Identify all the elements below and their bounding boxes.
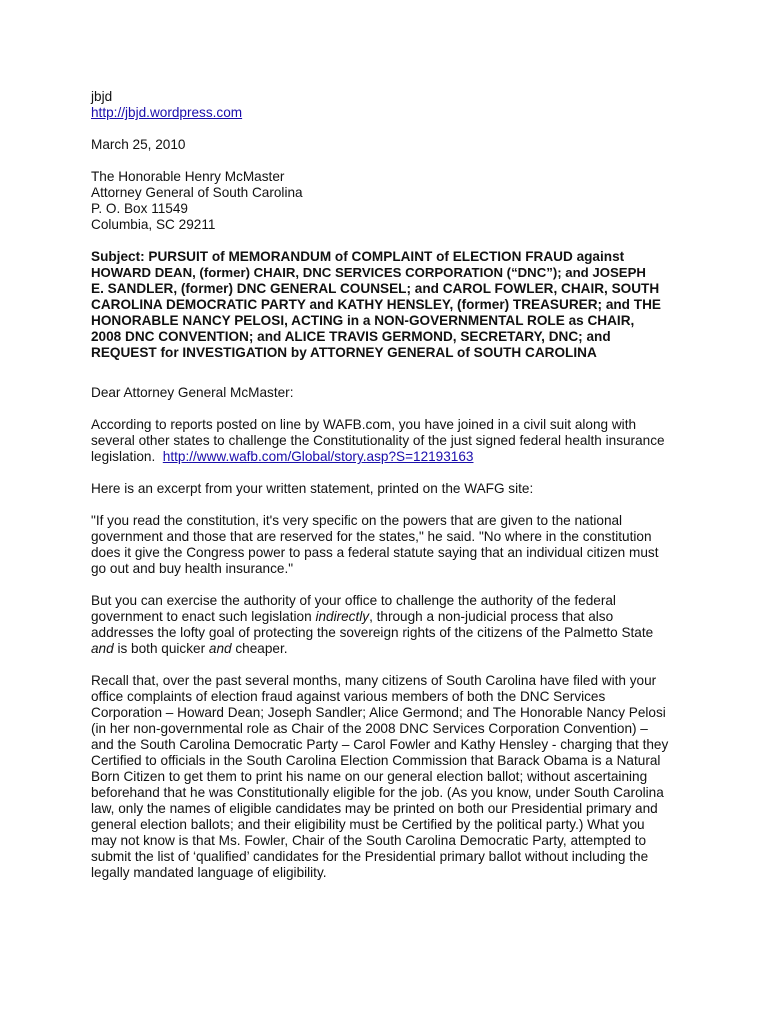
paragraph-line: submit the list of ‘qualified’ candidates for the Presidential primary ballot without including the — [91, 849, 649, 864]
author-name: jbjd — [91, 89, 113, 104]
recipient-line: Columbia, SC 29211 — [91, 217, 216, 232]
paragraph-line: beforehand that he was Constitutionally eligible for the job. (As you know, under South Carolina — [91, 785, 664, 800]
excerpt-intro: Here is an excerpt from your written statement, printed on the WAFG site: — [91, 481, 534, 496]
paragraph-line: legally mandated language of eligibility. — [91, 865, 327, 880]
subject-line: CAROLINA DEMOCRATIC PARTY and KATHY HENSLEY, (former) TREASURER; and THE — [91, 297, 661, 312]
paragraph-complaints — [91, 673, 691, 881]
recipient-address — [91, 169, 691, 233]
paragraph-line: government to enact such legislation — [91, 609, 316, 624]
quote-line: government and those that are reserved for the states," he said. "No where in the constitution — [91, 529, 652, 544]
emphasis-text: and — [91, 641, 114, 656]
subject-line: 2008 DNC CONVENTION; and ALICE TRAVIS GERMOND, SECRETARY, DNC; and — [91, 329, 611, 344]
author-url-link[interactable]: http://jbjd.wordpress.com — [91, 105, 243, 120]
recipient-line: P. O. Box 11549 — [91, 201, 188, 216]
paragraph-line: But you can exercise the authority of your office to challenge the authority of the federal — [91, 593, 616, 608]
paragraph-line: Corporation – Howard Dean; Joseph Sandler; Alice Germond; and The Honorable Nancy Pelosi — [91, 705, 666, 720]
paragraph-line: is both quicker — [113, 641, 209, 656]
paragraph-line: Born Citizen to get them to print his name on our general election ballot; without ascertaining — [91, 769, 648, 784]
quoted-statement — [91, 513, 691, 577]
paragraph-line: Recall that, over the past several months, many citizens of South Carolina have filed with your — [91, 673, 657, 688]
quote-line: does it give the Congress power to pass a federal statute saying that an individual citizen must — [91, 545, 659, 560]
quote-line: "If you read the constitution, it's very specific on the powers that are given to the national — [91, 513, 623, 528]
paragraph-line: , through a non-judicial process that also — [369, 609, 614, 624]
wafb-story-link[interactable]: http://www.wafb.com/Global/story.asp?S=12193163 — [162, 449, 474, 464]
paragraph-line: law, only the names of eligible candidates may be printed on both our Presidential primary and — [91, 801, 658, 816]
paragraph-line: cheaper. — [231, 641, 288, 656]
paragraph-line: Certified to officials in the South Carolina Election Commission that Barack Obama is a Natural — [91, 753, 661, 768]
subject-line: HOWARD DEAN, (former) CHAIR, DNC SERVICES CORPORATION (“DNC”); and JOSEPH — [91, 265, 646, 280]
emphasis-text: and — [208, 641, 232, 656]
quote-line: go out and buy health insurance." — [91, 561, 294, 576]
paragraph-line: several other states to challenge the Constitutionality of the just signed federal health insurance — [91, 433, 665, 448]
paragraph-line: may not know is that Ms. Fowler, Chair of the South Carolina Democratic Party, attempted to — [91, 833, 647, 848]
paragraph-line: (in her non-governmental role as Chair of the 2008 DNC Services Corporation Convention) – — [91, 721, 648, 736]
subject-block — [91, 249, 691, 361]
paragraph-line: According to reports posted on line by WAFB.com, you have joined in a civil suit along with — [91, 417, 637, 432]
paragraph-line: office complaints of election fraud against various members of both the DNC Services — [91, 689, 606, 704]
letter-page — [91, 89, 691, 881]
subject-line: HONORABLE NANCY PELOSI, ACTING in a NON-GOVERNMENTAL ROLE as CHAIR, — [91, 313, 635, 328]
paragraph-authority — [91, 593, 691, 657]
paragraph-line: legislation. — [91, 449, 163, 464]
letter-header — [91, 89, 691, 153]
subject-line: Subject: PURSUIT of MEMORANDUM of COMPLAINT of ELECTION FRAUD against — [91, 249, 625, 264]
paragraph-line: general election ballots; and their eligibility must be Certified by the political party.) What you — [91, 817, 645, 832]
emphasis-text: indirectly — [315, 609, 370, 624]
paragraph-civil-suit — [91, 417, 691, 465]
recipient-line: The Honorable Henry McMaster — [91, 169, 285, 184]
salutation: Dear Attorney General McMaster: — [91, 385, 294, 400]
subject-line: REQUEST for INVESTIGATION by ATTORNEY GENERAL of SOUTH CAROLINA — [91, 345, 597, 360]
recipient-line: Attorney General of South Carolina — [91, 185, 303, 200]
paragraph-line: and the South Carolina Democratic Party – Carol Fowler and Kathy Hensley - charging that they — [91, 737, 669, 752]
subject-line: E. SANDLER, (former) DNC GENERAL COUNSEL; and CAROL FOWLER, CHAIR, SOUTH — [91, 281, 660, 296]
paragraph-line: addresses the lofty goal of protecting the sovereign rights of the citizens of the Palmetto State — [91, 625, 654, 640]
letter-date: March 25, 2010 — [91, 137, 186, 152]
